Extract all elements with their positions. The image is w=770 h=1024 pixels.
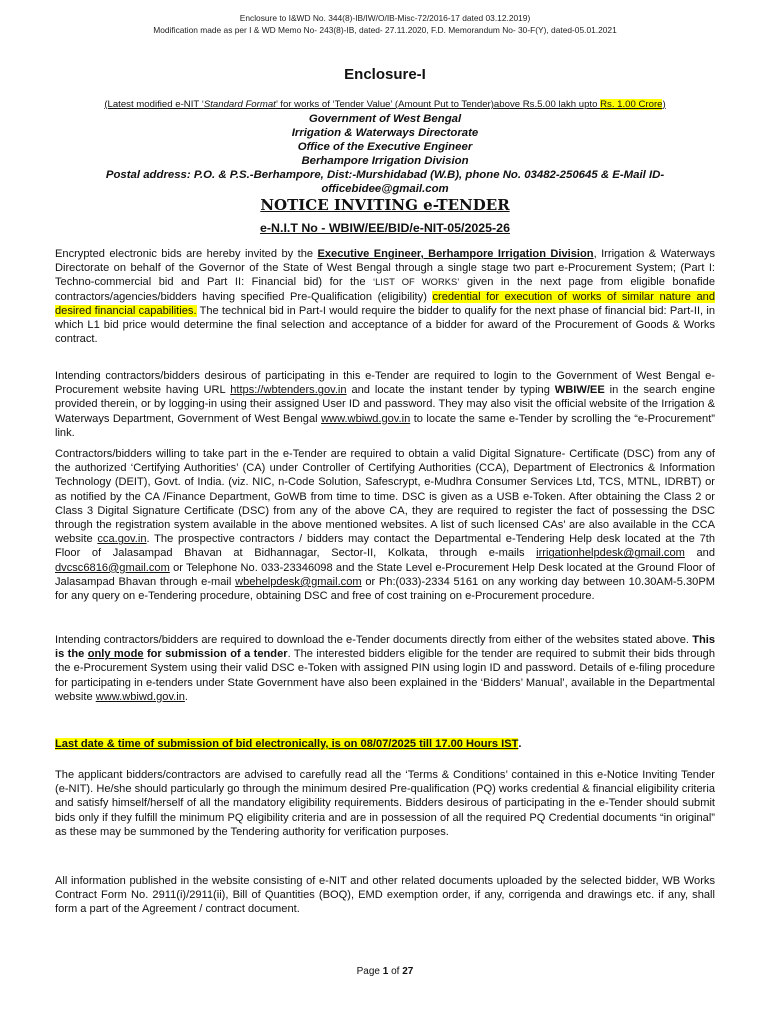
office-line-2: Irrigation & Waterways Directorate xyxy=(291,127,479,139)
header-line-1: Enclosure to I&WD No. 344(8)-IB/IW/O/IB-Misc-72/2016-17 dated 03.12.2019) xyxy=(239,13,531,23)
wbtenders-link[interactable]: https://wbtenders.gov.in xyxy=(230,384,347,397)
cca-link[interactable]: cca.gov.in xyxy=(97,533,147,546)
wbehelpdesk-email-link[interactable]: wbehelpdesk@gmail.com xyxy=(235,575,362,588)
helpdesk-email-link[interactable]: irrigationhelpdesk@gmail.com xyxy=(536,547,685,560)
office-line-5: Postal address: P.O. & P.S.-Berhampore, Dist:-Murshidabad (W.B), phone No. 03482-250645 & E-Mail ID- xyxy=(105,169,665,181)
nit-number: e-N.I.T No - WBIW/EE/BID/e-NIT-05/2025-26 xyxy=(260,221,510,235)
paragraph-terms: The applicant bidders/contractors are advised to carefully read all the ‘Terms & Conditions’ contained in this e-Notice Inviting Tender (e-NIT). He/she should particularly go through the minimum desired Pre-qualification (PQ) works credential & financial eligibility criteria and satisfy himself/herself of all the mandatory eligibility requirements. Bidders desirous of participating in the e-Tender should submit bids only if they fulfill the minimum PQ eligibility criteria and are in possession of all the required PQ Credential documents “in original” as these may be summoned by the Tendering authority for verification purposes. xyxy=(55,769,715,838)
office-line-3: Office of the Executive Engineer xyxy=(297,141,473,153)
header-line-2: Modification made as per I & WD Memo No- 243(8)-IB, dated- 27.11.2020, F.D. Memorandum No- 30-F(Y), dated-05.01.2021 xyxy=(153,25,617,35)
dvcsc-email-link[interactable]: dvcsc6816@gmail.com xyxy=(55,561,170,574)
wbiwd-link[interactable]: www.wbiwd.gov.in xyxy=(321,412,411,425)
enclosure-title: Enclosure-I xyxy=(344,66,426,83)
paragraph-invitation: Encrypted electronic bids are hereby invited by the Executive Engineer, Berhampore Irrigation Division, Irrigation & Waterways Directorate on behalf of the Governor of the State of West Bengal through a single stage two part e-Procurement System; (Part I: Techno-commercial bid and Part II: Financial bid) for the ‘LIST OF WORKS’ given in the next page from eligible bonafide contractors/agencies/bidders having specified Pre-Qualification (eligibility) credential for execution of works of similar nature and desired financial capabilities. The technical bid in Part-I would require the bidder to qualify for the next phase of financial bid: Part-II, in which L1 bid price would determine the final selection and acceptance of a bidder for award of the Procurement of Goods & Works contract. xyxy=(55,248,715,346)
office-email: officebidee@gmail.com xyxy=(321,183,449,195)
office-line-1: Government of West Bengal xyxy=(308,113,462,125)
paragraph-documents: All information published in the website consisting of e-NIT and other related documents uploaded by the selected bidder, WB Works Contract Form No. 2911(i)/2911(ii), Bill of Quantities (BOQ), EMD exemption order, if any, corrigenda and drawings etc. if any, shall form a part of the Agreement / contract document. xyxy=(55,875,715,916)
page-number: Page 1 of 27 xyxy=(356,966,414,977)
format-note: (Latest modified e-NIT ‘Standard Format’ for works of ‘Tender Value’ (Amount Put to Tender)above Rs.5.00 lakh upto Rs. 1.00 Crore) xyxy=(104,99,666,110)
office-line-4: Berhampore Irrigation Division xyxy=(301,155,469,167)
paragraph-download: Intending contractors/bidders are required to download the e-Tender documents directly from either of the websites stated above. This is the only mode for submission of a tender. The interested bidders eligible for the tender are required to submit their bids through the e-Procurement System using their valid DSC e-Token with assigned PIN using login ID and password. Details of e-filing procedure for participating in e-tenders under State Government have also been explained in the ‘Bidders’ Manual’, available in the Departmental website www.wbiwd.gov.in. xyxy=(55,634,715,703)
paragraph-login: Intending contractors/bidders desirous of participating in this e-Tender are required to login to the Government of West Bengal e-Procurement website having URL https://wbtenders.gov.in and locate the instant tender by typing WBIW/EE in the search engine provided therein, or by logging-in using their assigned User ID and password. They may also visit the official website of the Irrigation & Waterways Department, Government of West Bengal www.wbiwd.gov.in to locate the same e-Tender by scrolling the “e-Procurement” link. xyxy=(55,370,716,439)
wbiwd-link-2[interactable]: www.wbiwd.gov.in xyxy=(95,690,185,703)
notice-title: NOTICE INVITING e-TENDER xyxy=(260,196,510,214)
submission-deadline: Last date & time of submission of bid electronically, is on 08/07/2025 till 17.00 Hours IST. xyxy=(55,738,522,750)
paragraph-dsc: Contractors/bidders willing to take part in the e-Tender are required to obtain a valid Digital Signature- Certificate (DSC) from any of the authorized ‘Certifying Authorities’ (CA) under Controller of Certifying Authorities (CCA), Department of Electronics & Information Technology (DEIT), Govt. of India. (viz. NIC, n-Code Solution, Safescrypt, e-Mudhra Consumer Services Ltd, TCS, MTNL, IDRBT) or as notified by the CA /Finance Department, GoWB from time to time. DSC is given as a USB e-Token. After obtaining the Class 2 or Class 3 Digital Signature Certificate (DSC) from any of the above CA, they are required to register the fact of possessing the DSC through the registration system available in the above mentioned websites. A list of such licensed CAs’ are also available in the CCA website cca.gov.in. The prospective contractors / bidders may contact the Departmental e-Tendering Help desk located at the 7th Floor of Jalasampad Bhavan at Bidhannagar, Sector-II, Kolkata, through e-mails irrigationhelpdesk@gmail.com and dvcsc6816@gmail.com or Telephone No. 033-23346098 and the State Level e-Procurement Help Desk located at the Ground Floor of Jalasampad Bhavan through e-mail wbehelpdesk@gmail.com or Ph:(033)-2334 5161 on any working day between 10.30AM-5.30PM for any query on e-Tendering procedure, obtaining DSC and free of cost training on e-Procurement procedure. xyxy=(55,448,716,603)
